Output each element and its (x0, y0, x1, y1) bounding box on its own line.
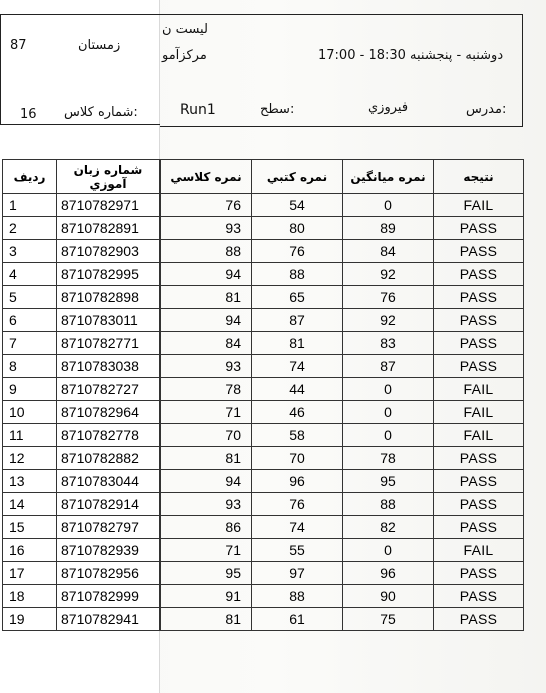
table-row (161, 378, 524, 401)
written-score: 74 (252, 516, 343, 539)
class-score: 71 (161, 539, 252, 562)
table-row (3, 401, 160, 424)
class-score: 94 (161, 470, 252, 493)
student-number: 8710782891 (57, 217, 160, 240)
schedule-text: دوشنبه - پنجشنبه 18:30 - 17:00 (318, 48, 504, 63)
class-score: 81 (161, 286, 252, 309)
midterm-score: 89 (343, 217, 434, 240)
written-score: 65 (252, 286, 343, 309)
header-row-no: رديف (3, 160, 57, 194)
written-score: 74 (252, 355, 343, 378)
header-class-score: نمره كلاسي (161, 160, 252, 194)
class-score: 94 (161, 309, 252, 332)
table-row (161, 263, 524, 286)
student-number: 8710782727 (57, 378, 160, 401)
midterm-score: 87 (343, 355, 434, 378)
result-status: PASS (434, 493, 524, 516)
table-row (3, 355, 160, 378)
student-number: 8710783044 (57, 470, 160, 493)
midterm-score: 0 (343, 194, 434, 217)
class-score: 81 (161, 608, 252, 631)
table-row (161, 332, 524, 355)
class-score: 78 (161, 378, 252, 401)
row-number: 5 (3, 286, 57, 309)
table-row (161, 585, 524, 608)
written-score: 97 (252, 562, 343, 585)
table-row (3, 562, 160, 585)
table-row (3, 378, 160, 401)
result-status: PASS (434, 585, 524, 608)
row-number: 7 (3, 332, 57, 355)
left-results-table (2, 159, 160, 631)
student-number: 8710782903 (57, 240, 160, 263)
row-number: 6 (3, 309, 57, 332)
student-number: 8710782971 (57, 194, 160, 217)
result-status: FAIL (434, 194, 524, 217)
midterm-score: 0 (343, 424, 434, 447)
result-status: FAIL (434, 401, 524, 424)
level-label: سطح: (260, 102, 295, 117)
written-score: 88 (252, 263, 343, 286)
midterm-score: 96 (343, 562, 434, 585)
midterm-score: 78 (343, 447, 434, 470)
table-row (3, 332, 160, 355)
table-row (161, 240, 524, 263)
result-status: FAIL (434, 378, 524, 401)
class-score: 70 (161, 424, 252, 447)
written-score: 88 (252, 585, 343, 608)
written-score: 76 (252, 493, 343, 516)
row-number: 12 (3, 447, 57, 470)
student-number: 8710782797 (57, 516, 160, 539)
result-status: PASS (434, 263, 524, 286)
student-number: 8710782771 (57, 332, 160, 355)
row-number: 10 (3, 401, 57, 424)
right-header-row (161, 160, 524, 194)
written-score: 44 (252, 378, 343, 401)
table-row (161, 470, 524, 493)
midterm-score: 82 (343, 516, 434, 539)
midterm-score: 0 (343, 378, 434, 401)
table-row (161, 424, 524, 447)
row-number: 3 (3, 240, 57, 263)
title-fragment: لیست ن (162, 22, 208, 37)
student-number: 8710782941 (57, 608, 160, 631)
result-status: PASS (434, 240, 524, 263)
midterm-score: 92 (343, 263, 434, 286)
row-number: 8 (3, 355, 57, 378)
student-number: 8710782778 (57, 424, 160, 447)
result-status: PASS (434, 608, 524, 631)
result-status: PASS (434, 355, 524, 378)
teacher-name: فیروزي (368, 100, 409, 115)
table-row (3, 608, 160, 631)
row-number: 11 (3, 424, 57, 447)
student-number: 8710782995 (57, 263, 160, 286)
table-row (161, 217, 524, 240)
midterm-score: 95 (343, 470, 434, 493)
table-row (161, 309, 524, 332)
student-number: 8710783011 (57, 309, 160, 332)
midterm-score: 76 (343, 286, 434, 309)
table-row (161, 539, 524, 562)
class-score: 76 (161, 194, 252, 217)
midterm-score: 0 (343, 539, 434, 562)
class-score: 88 (161, 240, 252, 263)
class-score: 84 (161, 332, 252, 355)
table-row (3, 217, 160, 240)
written-score: 81 (252, 332, 343, 355)
header-midterm-score: نمره ميانگين (343, 160, 434, 194)
midterm-score: 90 (343, 585, 434, 608)
term-year: 87 (10, 38, 27, 53)
midterm-score: 84 (343, 240, 434, 263)
row-number: 4 (3, 263, 57, 286)
row-number: 16 (3, 539, 57, 562)
center-fragment: مرکزآمو (162, 48, 207, 63)
midterm-score: 88 (343, 493, 434, 516)
written-score: 76 (252, 240, 343, 263)
row-number: 18 (3, 585, 57, 608)
table-row (161, 355, 524, 378)
table-row (3, 309, 160, 332)
class-score: 71 (161, 401, 252, 424)
student-number: 8710783038 (57, 355, 160, 378)
student-number: 8710782939 (57, 539, 160, 562)
table-row (161, 493, 524, 516)
midterm-score: 83 (343, 332, 434, 355)
class-number: 16 (20, 107, 37, 122)
table-row (161, 401, 524, 424)
table-row (161, 562, 524, 585)
result-status: PASS (434, 516, 524, 539)
row-number: 9 (3, 378, 57, 401)
level-value: Run1 (180, 102, 216, 118)
class-score: 93 (161, 493, 252, 516)
header-written-score: نمره كتبي (252, 160, 343, 194)
table-row (3, 240, 160, 263)
result-status: FAIL (434, 539, 524, 562)
left-header-row (3, 160, 160, 194)
table-row (161, 608, 524, 631)
result-status: PASS (434, 332, 524, 355)
header-result: نتيجه (434, 160, 524, 194)
row-number: 2 (3, 217, 57, 240)
written-score: 61 (252, 608, 343, 631)
table-row (3, 194, 160, 217)
table-row (3, 493, 160, 516)
teacher-label: مدرس: (466, 102, 507, 117)
table-row (3, 286, 160, 309)
written-score: 70 (252, 447, 343, 470)
result-status: PASS (434, 217, 524, 240)
midterm-score: 92 (343, 309, 434, 332)
result-status: PASS (434, 470, 524, 493)
written-score: 55 (252, 539, 343, 562)
midterm-score: 75 (343, 608, 434, 631)
class-score: 95 (161, 562, 252, 585)
table-row (3, 470, 160, 493)
class-score: 93 (161, 217, 252, 240)
header-student-no: شماره زبان آموزي (57, 160, 160, 194)
table-row (3, 447, 160, 470)
table-row (161, 286, 524, 309)
table-row (3, 424, 160, 447)
student-number: 8710782964 (57, 401, 160, 424)
row-number: 13 (3, 470, 57, 493)
student-number: 8710782999 (57, 585, 160, 608)
written-score: 54 (252, 194, 343, 217)
result-status: PASS (434, 309, 524, 332)
class-number-label: شماره كلاس: (64, 105, 138, 120)
row-number: 19 (3, 608, 57, 631)
result-status: PASS (434, 447, 524, 470)
table-row (3, 539, 160, 562)
table-row (161, 194, 524, 217)
table-row (3, 585, 160, 608)
row-number: 15 (3, 516, 57, 539)
student-number: 8710782956 (57, 562, 160, 585)
written-score: 96 (252, 470, 343, 493)
class-score: 91 (161, 585, 252, 608)
row-number: 17 (3, 562, 57, 585)
right-results-table (160, 159, 524, 631)
written-score: 87 (252, 309, 343, 332)
class-score: 93 (161, 355, 252, 378)
student-number: 8710782914 (57, 493, 160, 516)
result-status: PASS (434, 562, 524, 585)
table-row (3, 263, 160, 286)
row-number: 1 (3, 194, 57, 217)
table-row (161, 447, 524, 470)
term-label: زمستان (78, 38, 121, 53)
class-score: 94 (161, 263, 252, 286)
result-status: FAIL (434, 424, 524, 447)
result-status: PASS (434, 286, 524, 309)
table-row (161, 516, 524, 539)
midterm-score: 0 (343, 401, 434, 424)
written-score: 80 (252, 217, 343, 240)
written-score: 58 (252, 424, 343, 447)
class-score: 81 (161, 447, 252, 470)
student-number: 8710782898 (57, 286, 160, 309)
class-score: 86 (161, 516, 252, 539)
table-row (3, 516, 160, 539)
written-score: 46 (252, 401, 343, 424)
student-number: 8710782882 (57, 447, 160, 470)
row-number: 14 (3, 493, 57, 516)
